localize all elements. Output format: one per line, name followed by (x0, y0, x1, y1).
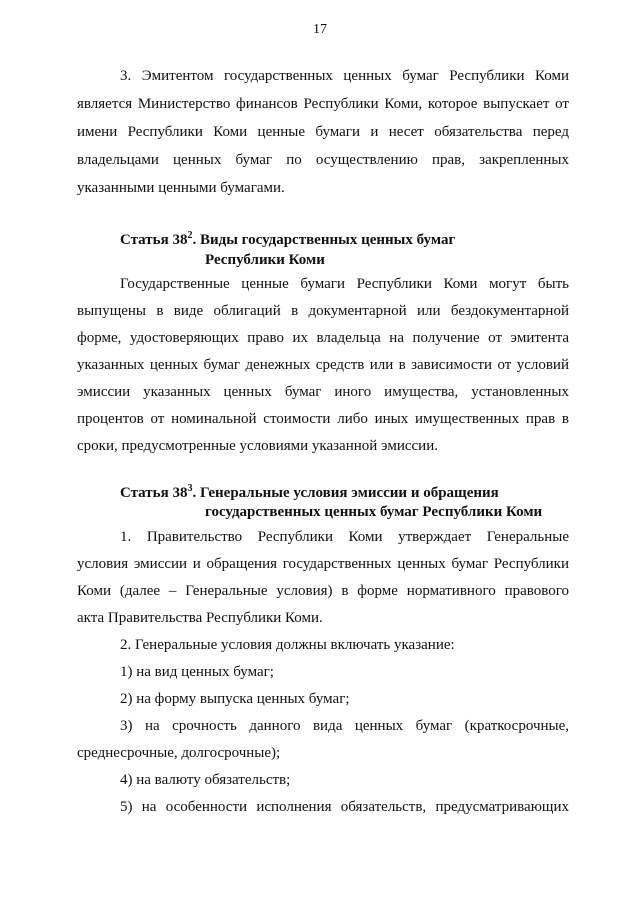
list-item-cont: среднесрочные, долгосрочные); (77, 745, 281, 761)
paragraph-line: Государственные ценные бумаги Республики Коми могут быть (120, 276, 569, 292)
list-item: 5) на особенности исполнения обязательств, предусматривающих (120, 799, 569, 815)
article-prefix: Статья 38 (120, 485, 188, 501)
paragraph-line: эмиссии указанных ценных бумаг иного имущества, установленных (77, 384, 569, 400)
paragraph-line: имени Республики Коми ценные бумаги и несет обязательства перед (77, 124, 569, 140)
paragraph-line: Коми (далее – Генеральные условия) в форме нормативного правового (77, 583, 569, 599)
paragraph-line: 2. Генеральные условия должны включать указание: (120, 637, 455, 653)
paragraph-line: процентов от номинальной стоимости либо иных имущественных прав в (77, 411, 569, 427)
paragraph-line: указанными ценными бумагами. (77, 180, 285, 196)
list-item: 2) на форму выпуска ценных бумаг; (120, 691, 350, 707)
article-title-cont: Республики Коми (205, 252, 325, 268)
list-item: 1) на вид ценных бумаг; (120, 664, 274, 680)
paragraph-line: 1. Правительство Республики Коми утверждает Генеральные (120, 529, 569, 545)
article-prefix: Статья 38 (120, 232, 188, 248)
article-superscript: 2 (187, 230, 193, 241)
page-number: 17 (313, 22, 327, 37)
list-item: 4) на валюту обязательств; (120, 772, 291, 788)
paragraph-line: форме, удостоверяющих право их владельца на получение от эмитента (77, 330, 569, 346)
list-item: 3) на срочность данного вида ценных бумаг (краткосрочные, (120, 718, 569, 734)
paragraph-line: сроки, предусмотренные условиями указанной эмиссии. (77, 438, 438, 454)
paragraph-line: является Министерство финансов Республики Коми, которое выпускает от (77, 96, 569, 112)
article-title: . Генеральные условия эмиссии и обращения (192, 485, 499, 501)
article-superscript: 3 (187, 483, 193, 494)
article-title-cont: государственных ценных бумаг Республики Коми (205, 504, 543, 520)
article-heading (120, 483, 499, 503)
paragraph-line: акта Правительства Республики Коми. (77, 610, 323, 626)
article-heading (120, 230, 455, 250)
paragraph-line: выпущены в виде облигаций в документарной или бездокументарной (77, 303, 569, 319)
paragraph-line: указанных ценных бумаг денежных средств или в зависимости от условий (77, 357, 569, 373)
paragraph-line: 3. Эмитентом государственных ценных бумаг Республики Коми (120, 68, 569, 84)
article-title: . Виды государственных ценных бумаг (192, 232, 456, 248)
paragraph-line: условия эмиссии и обращения государственных ценных бумаг Республики (77, 556, 569, 572)
paragraph-line: владельцами ценных бумаг по осуществлению прав, закрепленных (77, 152, 569, 168)
